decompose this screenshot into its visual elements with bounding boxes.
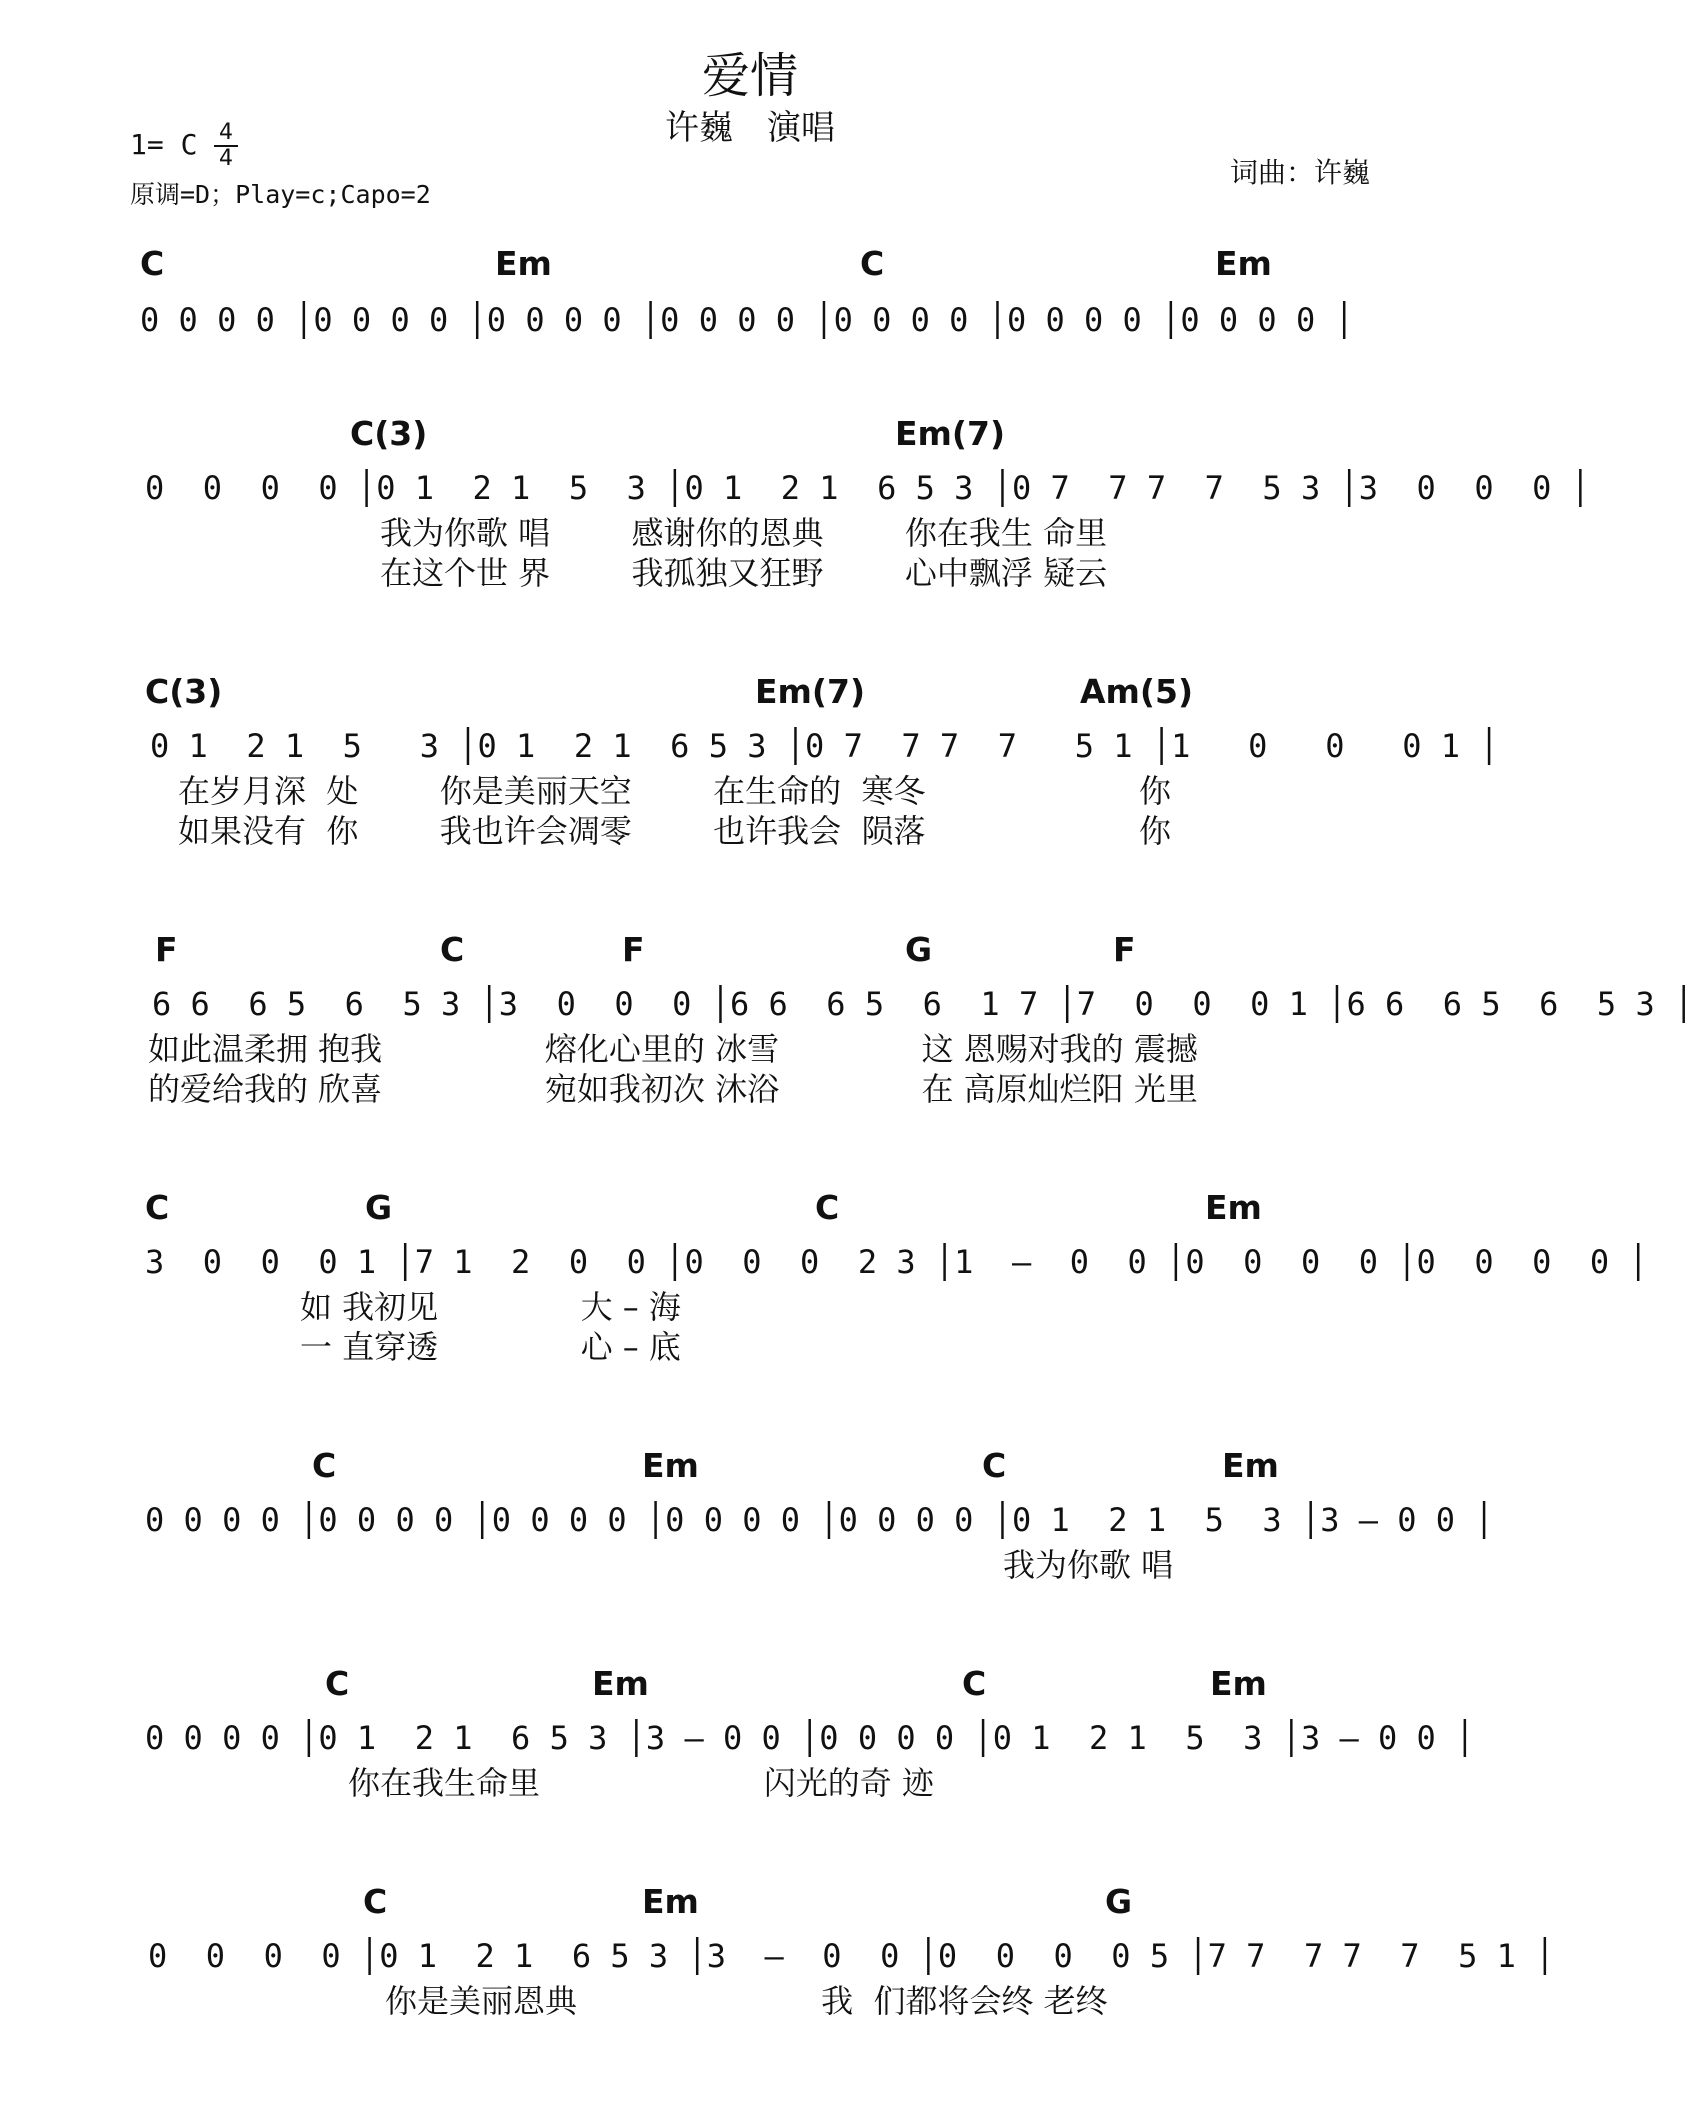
chord: Em(7): [895, 414, 1006, 453]
notation-line: 0 0 0 0 │0 1 2 1 5 3 │0 1 2 1 6 5 3 │0 7 7 7 7 5 3 │3 0 0 0 │: [145, 469, 1590, 507]
chord: C: [982, 1446, 1007, 1485]
chord: C: [145, 1188, 170, 1227]
chord: C: [140, 244, 165, 283]
singer-line: 许巍 演唱: [665, 108, 835, 148]
chord: C: [815, 1188, 840, 1227]
notation-line: 0 0 0 0 │0 0 0 0 │0 0 0 0 │0 0 0 0 │0 0 0 0 │0 0 0 0 │0 0 0 0 │: [140, 301, 1354, 339]
chord: Em: [642, 1446, 699, 1485]
chord: G: [905, 930, 933, 969]
chord: F: [622, 930, 645, 969]
time-signature-bottom: 4: [219, 146, 233, 171]
chord: Am(5): [1080, 672, 1194, 711]
chord: C: [440, 930, 465, 969]
lyrics-verse-1: 你是美丽恩典 我 们都将会终 老终: [385, 1982, 1108, 2020]
chord: Em: [642, 1882, 699, 1921]
chord: C: [325, 1664, 350, 1703]
chord: C: [312, 1446, 337, 1485]
chord: Em(7): [755, 672, 866, 711]
chord: G: [1105, 1882, 1133, 1921]
chord: Em: [592, 1664, 649, 1703]
notation-line: 0 0 0 0 │0 0 0 0 │0 0 0 0 │0 0 0 0 │0 0 0 0 │0 1 2 1 5 3 │3 – 0 0 │: [145, 1501, 1494, 1539]
chord: Em: [1215, 244, 1272, 283]
chord: F: [1113, 930, 1136, 969]
notation-line: 0 0 0 0 │0 1 2 1 6 5 3 │3 – 0 0 │0 0 0 0 5 │7 7 7 7 7 5 1 │: [148, 1937, 1555, 1975]
song-title: 爱情: [701, 48, 798, 104]
lyrics-verse-2: 一 直穿透 心 – 底: [300, 1328, 681, 1366]
notation-line: 0 0 0 0 │0 1 2 1 6 5 3 │3 – 0 0 │0 0 0 0 │0 1 2 1 5 3 │3 – 0 0 │: [145, 1719, 1475, 1757]
chord: C: [860, 244, 885, 283]
time-signature-top: 4: [219, 120, 233, 145]
lyrics-verse-2: 的爱给我的 欣喜 宛如我初次 沐浴 在 高原灿烂阳 光里: [148, 1070, 1198, 1108]
lyrics-verse-1: 我为你歌 唱: [1003, 1546, 1174, 1584]
lyrics-verse-2: 如果没有 你 我也许会凋零 也许我会 陨落 你: [178, 812, 1172, 850]
chord: Em: [495, 244, 552, 283]
chord: F: [155, 930, 178, 969]
notation-line: 0 1 2 1 5 3 │0 1 2 1 6 5 3 │0 7 7 7 7 5 1 │1 0 0 0 1 │: [150, 727, 1499, 765]
chord: G: [365, 1188, 393, 1227]
lyrics-verse-1: 在岁月深 处 你是美丽天空 在生命的 寒冬 你: [178, 772, 1172, 810]
lyrics-verse-1: 你在我生命里 闪光的奇 迹: [348, 1764, 934, 1802]
lyrics-verse-1: 我为你歌 唱 感谢你的恩典 你在我生 命里: [380, 514, 1108, 552]
chord: C(3): [145, 672, 223, 711]
notation-line: 3 0 0 0 1 │7 1 2 0 0 │0 0 0 2 3 │1 – 0 0 │0 0 0 0 │0 0 0 0 │: [145, 1243, 1648, 1281]
notation-line: 6 6 6 5 6 5 3 │3 0 0 0 │6 6 6 5 6 1 7 │7 0 0 0 1 │6 6 6 5 6 5 3 │: [152, 985, 1693, 1023]
key-signature: 1= C: [130, 128, 198, 161]
chord: Em: [1210, 1664, 1267, 1703]
lyrics-verse-1: 如 我初见 大 – 海: [300, 1288, 681, 1326]
time-signature: [212, 122, 240, 170]
original-key-info: 原调=D；Play=c;Capo=2: [130, 180, 431, 209]
chord: C: [363, 1882, 388, 1921]
chord: Em: [1205, 1188, 1262, 1227]
lyrics-verse-1: 如此温柔拥 抱我 熔化心里的 冰雪 这 恩赐对我的 震撼: [148, 1030, 1198, 1068]
chord: Em: [1222, 1446, 1279, 1485]
composer-credit: 词曲：许巍: [1230, 156, 1371, 189]
chord: C(3): [350, 414, 428, 453]
chord: C: [962, 1664, 987, 1703]
lyrics-verse-2: 在这个世 界 我孤独又狂野 心中飘浮 疑云: [380, 554, 1108, 592]
